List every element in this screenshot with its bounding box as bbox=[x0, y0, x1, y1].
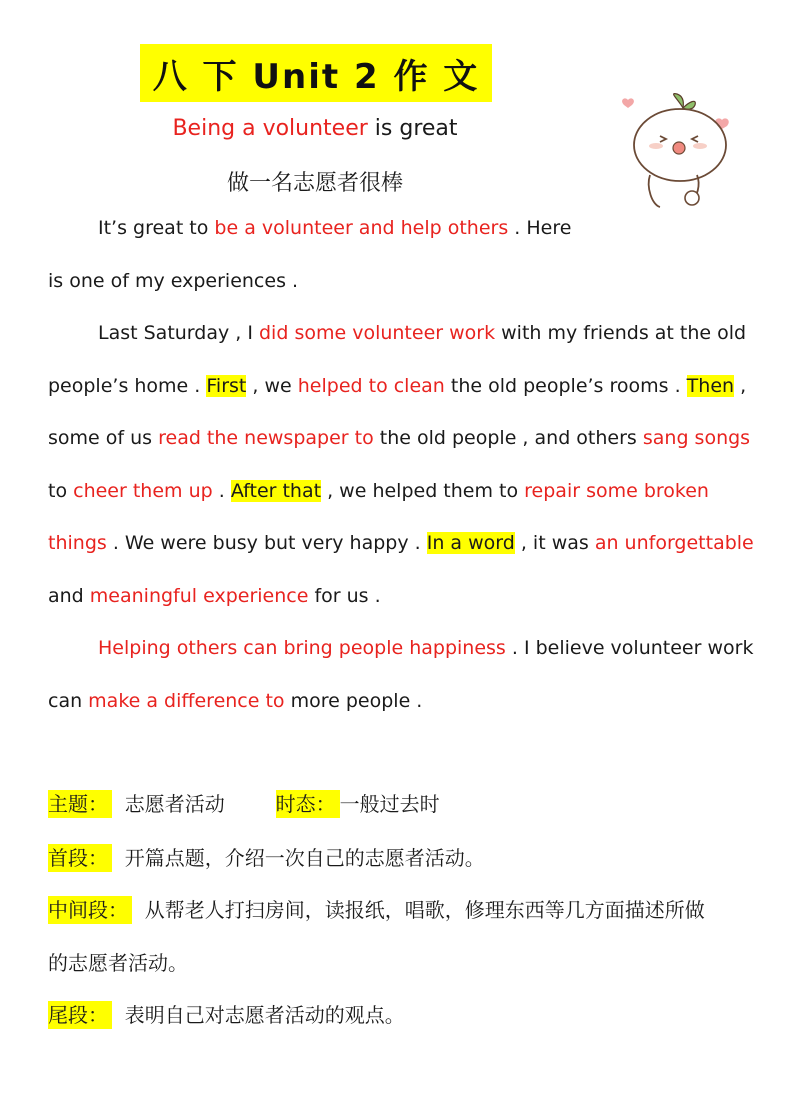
middle-value: 从帮老人打扫房间，读报纸，唱歌，修理东西等几方面描述所做 bbox=[144, 898, 705, 922]
transition-word: After that bbox=[230, 479, 322, 502]
key-phrase: an unforgettable bbox=[594, 532, 754, 554]
key-phrase: meaningful experience bbox=[89, 584, 309, 607]
key-phrase: repair some broken bbox=[524, 479, 709, 502]
essay-text: . Here bbox=[508, 217, 572, 239]
essay-line bbox=[48, 371, 746, 401]
note-theme bbox=[48, 788, 440, 820]
tense-value: 一般过去时 bbox=[339, 792, 440, 816]
middle-label: 中间段： bbox=[48, 896, 132, 924]
last-value: 表明自己对志愿者活动的观点。 bbox=[124, 1003, 405, 1027]
subtitle-red: Being a volunteer bbox=[172, 116, 368, 141]
essay-text: with my friends at the old bbox=[495, 322, 747, 344]
essay-line bbox=[98, 318, 746, 348]
tense-label: 时态： bbox=[276, 790, 340, 818]
page-title: 八 下 Unit 2 作 文 bbox=[140, 44, 492, 102]
key-phrase: things bbox=[48, 532, 107, 554]
essay-line bbox=[98, 213, 571, 243]
essay-text: Last Saturday , I bbox=[98, 322, 259, 344]
first-label: 首段： bbox=[48, 844, 112, 872]
essay-text: for us . bbox=[308, 584, 381, 607]
essay-text: . I believe volunteer work bbox=[505, 637, 754, 659]
essay-line bbox=[48, 528, 754, 558]
essay-text: is one of my experiences . bbox=[48, 269, 299, 292]
note-middle-continued: 的志愿者活动。 bbox=[48, 951, 188, 975]
essay-text: and bbox=[48, 584, 90, 607]
essay-text: . bbox=[212, 479, 231, 502]
key-phrase: cheer them up bbox=[73, 479, 213, 502]
key-phrase: make a difference to bbox=[88, 689, 285, 712]
essay-text: to bbox=[48, 479, 74, 502]
essay-text: the old people , and others bbox=[373, 427, 643, 449]
key-phrase: helped to clean bbox=[297, 374, 445, 397]
essay-text: , it was bbox=[514, 532, 595, 554]
essay-text: , bbox=[734, 374, 747, 397]
essay-line bbox=[48, 476, 709, 506]
essay-line bbox=[48, 581, 381, 611]
first-value: 开篇点题，介绍一次自己的志愿者活动。 bbox=[124, 846, 485, 870]
last-label: 尾段： bbox=[48, 1001, 112, 1029]
essay-text: more people . bbox=[284, 689, 423, 712]
key-phrase: sang songs bbox=[642, 427, 751, 449]
note-middle-paragraph bbox=[48, 894, 705, 926]
essay-text: . We were busy but very happy . bbox=[106, 532, 427, 554]
subtitle-english bbox=[0, 116, 630, 141]
theme-value: 志愿者活动 bbox=[124, 792, 225, 816]
essay-line bbox=[48, 686, 422, 716]
subtitle-chinese: 做一名志愿者很棒 bbox=[226, 171, 403, 196]
transition-word: First bbox=[206, 374, 247, 397]
essay-text: , we bbox=[246, 374, 298, 397]
essay-text: It’s great to bbox=[98, 217, 215, 239]
essay-line bbox=[98, 633, 753, 663]
essay-line bbox=[48, 423, 750, 453]
essay-text: people’s home . bbox=[48, 374, 207, 397]
subtitle-rest: is great bbox=[367, 116, 458, 141]
mascot-sprout-icon bbox=[600, 80, 750, 220]
key-phrase: Helping others can bring people happiness bbox=[98, 637, 506, 659]
essay-text: some of us bbox=[48, 427, 159, 449]
key-phrase: be a volunteer and help others bbox=[214, 217, 509, 239]
note-first-paragraph bbox=[48, 842, 485, 874]
essay-line bbox=[48, 266, 298, 296]
essay-text: the old people’s rooms . bbox=[444, 374, 687, 397]
essay-text: , we helped them to bbox=[321, 479, 525, 502]
essay-text: can bbox=[48, 689, 89, 712]
theme-label: 主题： bbox=[48, 790, 112, 818]
note-last-paragraph bbox=[48, 999, 405, 1031]
transition-word: Then bbox=[686, 374, 735, 397]
key-phrase: read the newspaper to bbox=[158, 427, 374, 449]
transition-word: In a word bbox=[426, 532, 515, 554]
key-phrase: did some volunteer work bbox=[259, 322, 496, 344]
